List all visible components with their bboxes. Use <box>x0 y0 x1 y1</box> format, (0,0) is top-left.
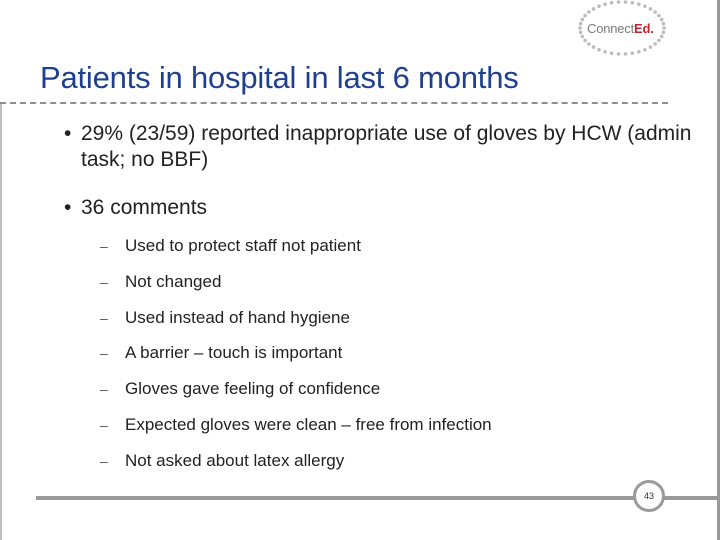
logo-dot <box>587 10 591 14</box>
logo-dot <box>660 35 664 39</box>
logo-dot <box>579 22 583 26</box>
logo-dot <box>578 26 582 30</box>
logo-dot <box>653 42 657 46</box>
logo-dot <box>631 1 635 5</box>
logo-dot <box>643 48 647 52</box>
sub-item-text: Not asked about latex allergy <box>125 451 345 470</box>
logo-dot <box>592 7 596 11</box>
sub-dash: – <box>100 417 108 433</box>
logo-dot <box>597 48 601 52</box>
logo-dot <box>662 22 666 26</box>
logo-dot <box>587 42 591 46</box>
sub-dash: – <box>100 381 108 397</box>
logo-dot <box>653 10 657 14</box>
logo-dot <box>660 18 664 22</box>
logo-dot <box>617 0 621 4</box>
logo-text-ed: Ed. <box>634 21 654 36</box>
bullet-dot: • <box>64 122 72 145</box>
logo-dot <box>603 50 607 54</box>
title-divider <box>0 102 668 104</box>
logo-text <box>587 21 654 36</box>
logo-dot <box>617 52 621 56</box>
sub-dash: – <box>100 453 108 469</box>
logo-dot <box>657 39 661 43</box>
sub-item-text: Not changed <box>125 272 222 291</box>
logo-dot <box>581 18 585 22</box>
page-number-badge: 43 <box>633 480 665 512</box>
logo-dot <box>643 4 647 8</box>
logo-dot <box>649 7 653 11</box>
sub-item-text: Used instead of hand hygiene <box>125 308 350 327</box>
logo-dot <box>637 2 641 6</box>
sub-dash: – <box>100 238 108 254</box>
logo-dot <box>624 0 628 4</box>
logo-text-connect: Connect <box>587 21 635 36</box>
sub-dash: – <box>100 310 108 326</box>
logo-dot <box>631 51 635 55</box>
logo-dot <box>610 1 614 5</box>
sub-dash: – <box>100 274 108 290</box>
sub-item-text: Used to protect staff not patient <box>125 236 361 255</box>
logo-dot <box>592 45 596 49</box>
logo-dot <box>583 39 587 43</box>
logo-dot <box>579 31 583 35</box>
connected-logo <box>576 0 668 60</box>
sub-dash: – <box>100 345 108 361</box>
logo-dot <box>603 2 607 6</box>
left-border <box>0 102 2 540</box>
sub-item-text: A barrier – touch is important <box>125 343 343 362</box>
sub-item-text: Expected gloves were clean – free from infection <box>125 415 492 434</box>
logo-dot <box>657 14 661 18</box>
bullet-text: 29% (23/59) reported inappropriate use of gloves by HCW (admin task; no BBF) <box>81 122 692 171</box>
sub-item-text: Gloves gave feeling of confidence <box>125 379 381 398</box>
logo-dot <box>649 45 653 49</box>
logo-dot <box>662 31 666 35</box>
logo-dot <box>624 52 628 56</box>
logo-dot <box>581 35 585 39</box>
bullet-text: 36 comments <box>81 196 208 219</box>
logo-dot <box>637 50 641 54</box>
logo-dot <box>662 26 666 30</box>
logo-dot <box>597 4 601 8</box>
logo-dot <box>610 51 614 55</box>
slide-title: Patients in hospital in last 6 months <box>40 60 519 95</box>
footer-divider <box>36 496 720 500</box>
bullet-dot: • <box>64 196 72 219</box>
logo-dot <box>583 14 587 18</box>
